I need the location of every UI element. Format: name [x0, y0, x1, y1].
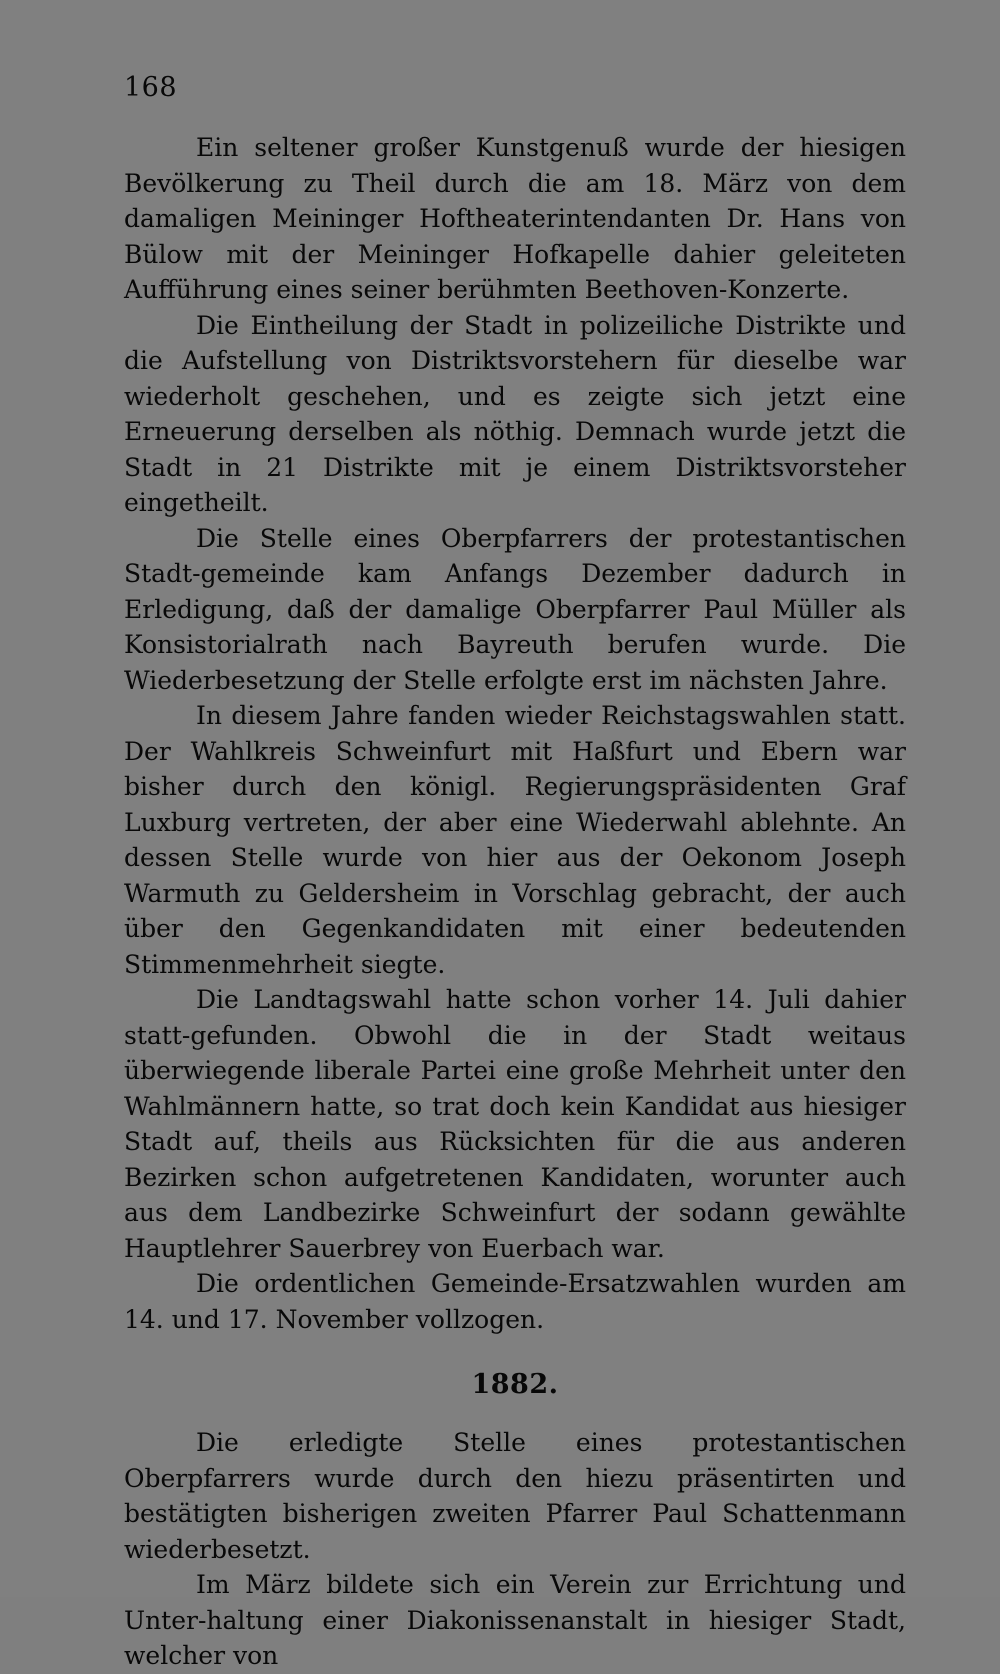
paragraph-landtag-election: Die Landtagswahl hatte schon vorher 14. Juli dahier statt-gefunden. Obwohl die in der Stadt weitaus überwiegende liberale Partei eine große Mehrheit unter den Wahlmännern hatte, so trat doch kein Kandidat aus hiesiger Stadt auf, theils aus Rücksichten für die aus anderen Bezirken schon aufgetretenen Kandidaten, worunter auch aus dem Landbezirke Schweinfurt der sodann gewählte Hauptlehrer Sauerbrey von Euerbach war. — [124, 985, 906, 1263]
paragraph-reichstag-elections: In diesem Jahre fanden wieder Reichstagswahlen statt. Der Wahlkreis Schweinfurt mit Haßfurt und Ebern war bisher durch den königl. Regierungspräsidenten Graf Luxburg vertreten, der aber eine Wiederwahl ablehnte. An dessen Stelle wurde von hier aus der Oekonom Joseph Warmuth zu Geldersheim in Vorschlag gebracht, der auch über den Gegenkandidaten mit einer bedeutenden Stimmenmehrheit siegte. — [124, 701, 906, 979]
paragraph-schattenmann: Die erledigte Stelle eines protestantischen Oberpfarrers wurde durch den hiezu präsentirten und bestätigten bisherigen zweiten Pfarrer Paul Schattenmann wiederbesetzt. — [124, 1428, 906, 1564]
paragraph-diakonissen-verein: Im März bildete sich ein Verein zur Errichtung und Unter-haltung einer Diakonissenanstalt in hiesiger Stadt, welcher von — [124, 1570, 906, 1670]
paragraph-buelow-concert: Ein seltener großer Kunstgenuß wurde der hiesigen Bevölkerung zu Theil durch die am 18. März von dem damaligen Meininger Hoftheaterintendanten Dr. Hans von Bülow mit der Meininger Hofkapelle dahier geleiteten Aufführung eines seiner berühmten Beethoven-Konzerte. — [124, 133, 906, 304]
page-number: 168 — [124, 72, 178, 103]
paragraph-oberpfarrer-vacancy: Die Stelle eines Oberpfarrers der protestantischen Stadt-gemeinde kam Anfangs Dezember dadurch in Erledigung, daß der damalige Oberpfarrer Paul Müller als Konsistorialrath nach Bayreuth berufen wurde. Die Wiederbesetzung der Stelle erfolgte erst im nächsten Jahre. — [124, 523, 906, 695]
paragraph-police-districts: Die Eintheilung der Stadt in polizeiliche Distrikte und die Aufstellung von Distriktsvorstehern für dieselbe war wiederholt geschehen, und es zeigte sich jetzt eine Erneuerung derselben als nöthig. Demnach wurde jetzt die Stadt in 21 Distrikte mit je einem Distriktsvorsteher eingetheilt. — [124, 310, 906, 517]
year-heading: 1882. — [471, 1369, 559, 1400]
page-body — [124, 130, 906, 1674]
paragraph-municipal-elections: Die ordentlichen Gemeinde-Ersatzwahlen wurden am 14. und 17. November vollzogen. — [124, 1269, 906, 1334]
